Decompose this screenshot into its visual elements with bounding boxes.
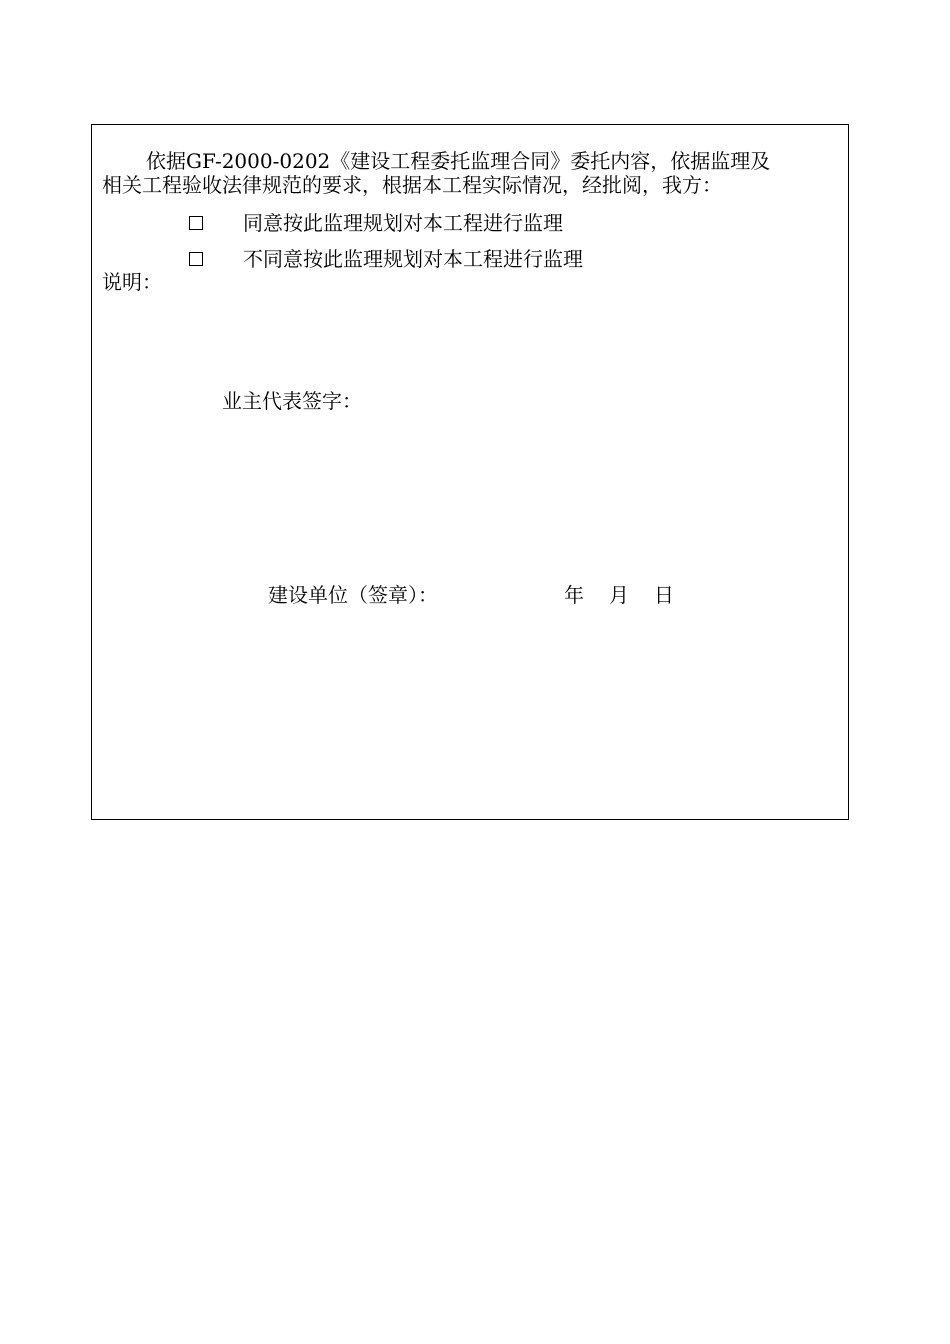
agree-option xyxy=(189,211,563,235)
disagree-option-label: 不同意按此监理规划对本工程进行监理 xyxy=(243,247,583,271)
intro-text-line-1: 依据GF-2000-0202《建设工程委托监理合同》委托内容，依据监理及 xyxy=(146,149,771,173)
owner-signature-label: 业主代表签字： xyxy=(222,389,362,413)
date-month-label: 月 xyxy=(609,583,629,607)
disagree-checkbox[interactable] xyxy=(189,252,203,266)
date-day-label: 日 xyxy=(654,583,674,607)
unit-seal-label: 建设单位（签章）： xyxy=(268,583,438,607)
approval-form-box xyxy=(91,124,849,820)
intro-text-line-2: 相关工程验收法律规范的要求，根据本工程实际情况，经批阅，我方： xyxy=(102,173,722,197)
agree-option-label: 同意按此监理规划对本工程进行监理 xyxy=(243,211,563,235)
disagree-option xyxy=(189,247,583,271)
note-label: 说明： xyxy=(102,270,162,294)
date-year-label: 年 xyxy=(564,583,584,607)
agree-checkbox[interactable] xyxy=(189,216,203,230)
